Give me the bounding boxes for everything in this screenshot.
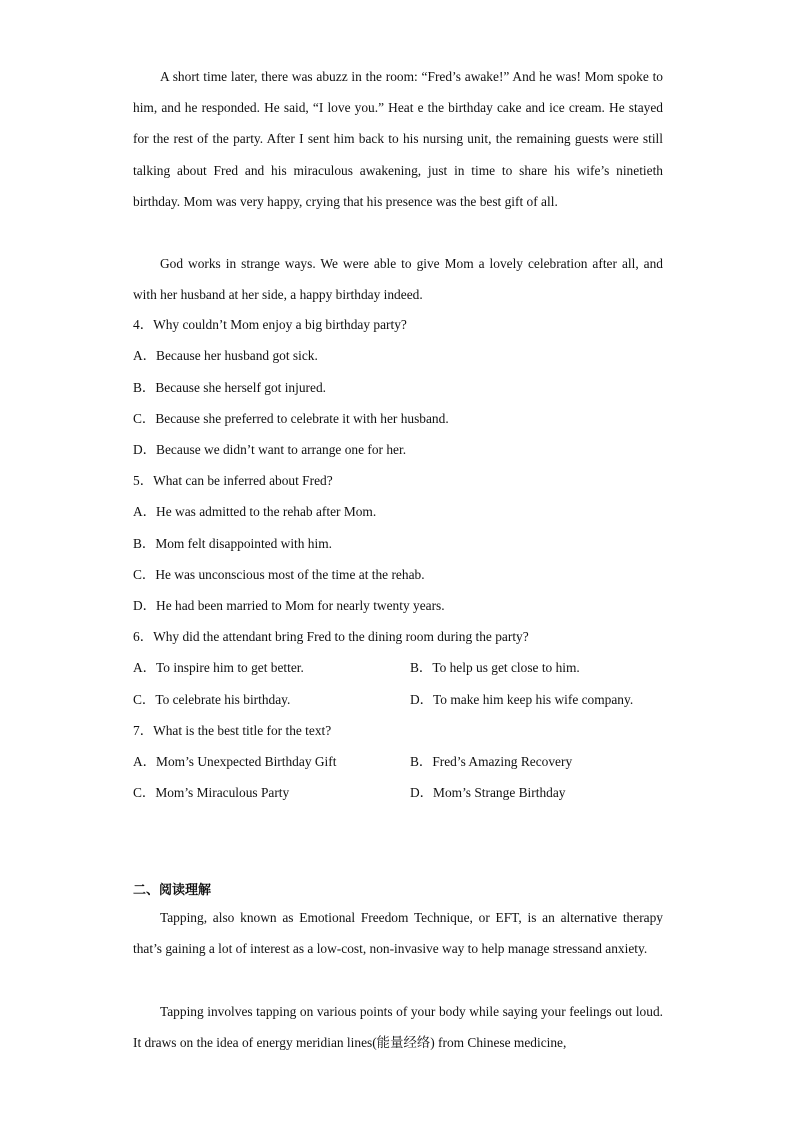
section2-paragraph-2: Tapping involves tapping on various points of your body while saying your feelings out loud. It draws on the idea of energy meridian lines(能量经络) from Chinese medicine, bbox=[133, 1004, 663, 1051]
question-7-option-a: A．Mom’s Unexpected Birthday Gift bbox=[133, 754, 337, 769]
question-4-option-b: B．Because she herself got injured. bbox=[133, 380, 326, 395]
passage-paragraph-1: A short time later, there was abuzz in the room: “Fred’s awake!” And he was! Mom spoke to him, and he responded. He said, “I love you.” Heat e the birthday cake and ice cream. He stayed for the rest of the party. After I sent him back to his nursing unit, the remaining guests were still talking about Fred and his miraculous awakening, just in time to share his wife’s ninetieth birthday. Mom was very happy, crying that his presence was the best gift of all. bbox=[133, 69, 663, 209]
question-6-stem: 6．Why did the attendant bring Fred to the dining room during the party? bbox=[133, 629, 529, 644]
question-6-options-row-1 bbox=[133, 658, 673, 678]
question-7-stem: 7．What is the best title for the text? bbox=[133, 723, 332, 738]
question-6-option-c: C．To celebrate his birthday. bbox=[133, 692, 291, 707]
question-5-option-a: A．He was admitted to the rehab after Mom. bbox=[133, 504, 377, 519]
question-5-option-c: C．He was unconscious most of the time at the rehab. bbox=[133, 567, 425, 582]
question-7-option-c: C．Mom’s Miraculous Party bbox=[133, 785, 290, 800]
question-4-option-d: D．Because we didn’t want to arrange one for her. bbox=[133, 442, 407, 457]
question-5-option-d: D．He had been married to Mom for nearly twenty years. bbox=[133, 598, 445, 613]
question-4-option-a: A．Because her husband got sick. bbox=[133, 348, 318, 363]
question-6-option-a: A．To inspire him to get better. bbox=[133, 660, 304, 675]
question-7-option-d: D．Mom’s Strange Birthday bbox=[410, 785, 566, 800]
question-7-options-row-1 bbox=[133, 752, 673, 772]
question-5-option-b: B．Mom felt disappointed with him. bbox=[133, 536, 332, 551]
question-6-option-d: D．To make him keep his wife company. bbox=[410, 692, 634, 707]
section2-paragraph-1: Tapping, also known as Emotional Freedom Technique, or EFT, is an alternative therapy that’s gaining a lot of interest as a low-cost, non-invasive way to help manage stressand anxiety. bbox=[133, 910, 663, 957]
question-6-option-b: B．To help us get close to him. bbox=[410, 660, 580, 675]
passage-paragraph-2: God works in strange ways. We were able to give Mom a lovely celebration after all, and with her husband at her side, a happy birthday indeed. bbox=[133, 256, 663, 303]
question-6-options-row-2 bbox=[133, 690, 673, 710]
section-title: 二、阅读理解 bbox=[133, 883, 212, 898]
question-7-options-row-2 bbox=[133, 783, 673, 803]
question-7-option-b: B．Fred’s Amazing Recovery bbox=[410, 754, 573, 769]
question-5-stem: 5．What can be inferred about Fred? bbox=[133, 473, 333, 488]
question-4-option-c: C．Because she preferred to celebrate it with her husband. bbox=[133, 411, 449, 426]
question-4-stem: 4．Why couldn’t Mom enjoy a big birthday party? bbox=[133, 317, 407, 332]
